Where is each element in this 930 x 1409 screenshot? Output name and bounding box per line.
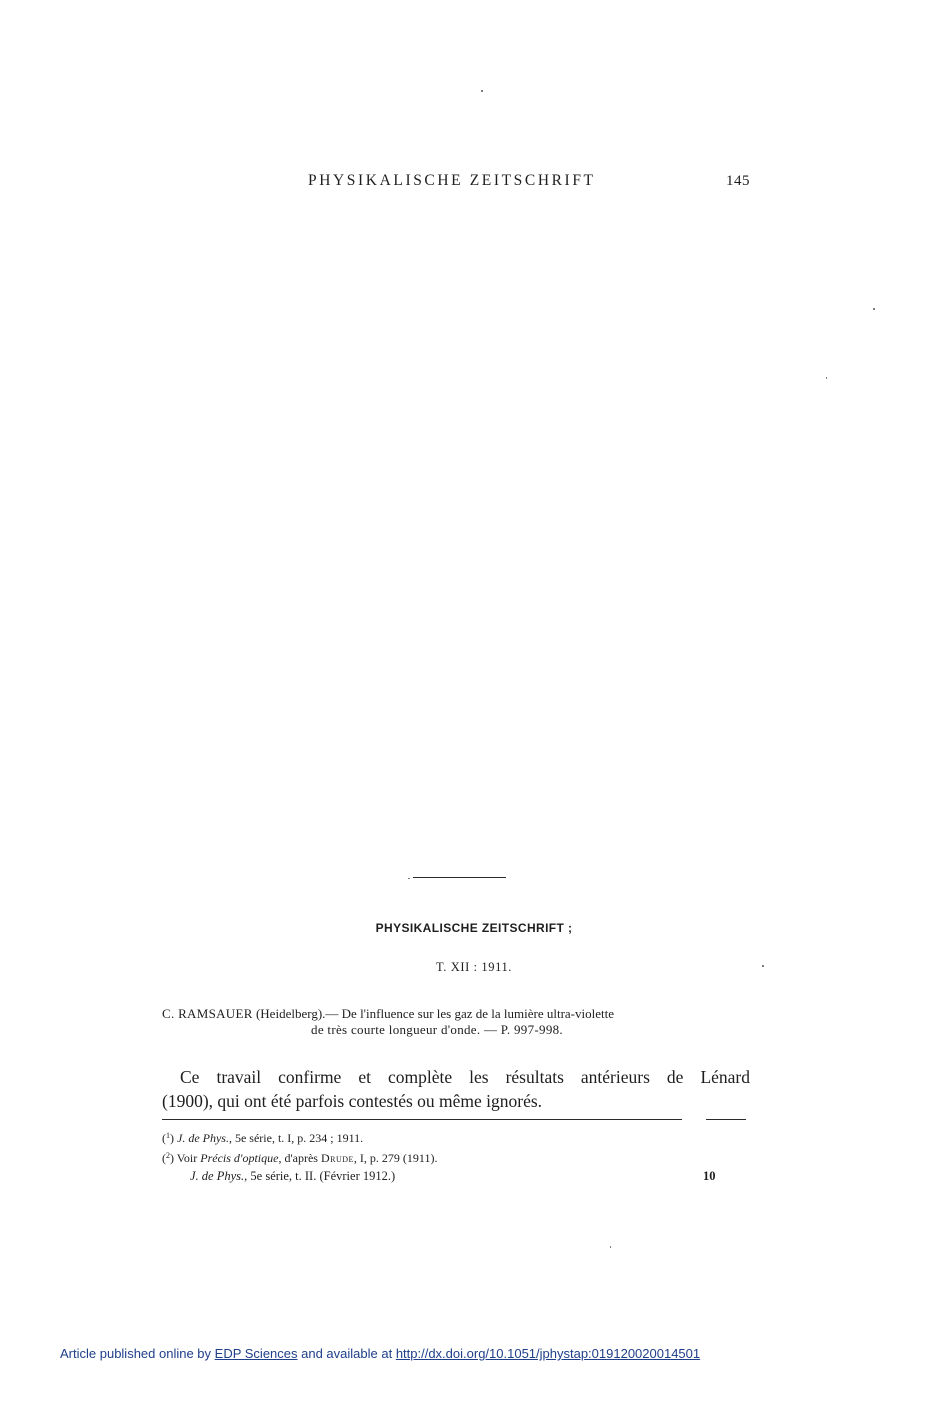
entry-author: C. RAMSAUER	[162, 1006, 253, 1021]
footnote-rule	[162, 1119, 682, 1120]
volume-line: T. XII : 1911.	[435, 960, 513, 974]
body-line-2: (1900), qui ont été parfois contestés ou même ignorés.	[162, 1091, 543, 1111]
signature-details: , 5e série, t. II. (Février 1912.)	[244, 1169, 396, 1183]
doi-link[interactable]: http://dx.doi.org/10.1051/jphystap:019120020014501	[395, 1346, 701, 1361]
footnotes	[162, 1127, 742, 1167]
running-head	[0, 172, 930, 194]
abstract-entry-header	[162, 1006, 752, 1038]
signature-sheet-number: 10	[703, 1169, 716, 1183]
section-separator-rule	[413, 877, 506, 878]
scan-speck	[826, 377, 827, 379]
footnote-1: ($^1$) J. de Phys., 5e série, t. I, p. 234 ; 1911.	[162, 1131, 364, 1145]
footer-middle: and available at	[297, 1346, 396, 1361]
footnote-2-mid: , d'après	[278, 1151, 321, 1165]
footnote-1-number: 1	[166, 1131, 170, 1140]
scan-speck	[481, 90, 483, 92]
abstract-body	[162, 1065, 750, 1113]
signature-journal: J. de Phys.	[190, 1169, 245, 1183]
entry-title-line-2: de très courte longueur d'onde. — P. 997-998.	[311, 1022, 563, 1037]
footnote-2-prefix: Voir	[176, 1151, 201, 1165]
entry-affiliation: (Heidelberg).	[255, 1006, 326, 1021]
footnote-1-journal: J. de Phys.	[177, 1131, 229, 1145]
body-line-1: Ce travail confirme et complète les résultats antérieurs de Lénard	[180, 1067, 750, 1087]
footnote-rule-segment	[706, 1119, 746, 1120]
entry-title-part-1: — De l'influence sur les gaz de la lumière ultra-violette	[325, 1006, 614, 1021]
publisher-footer	[60, 1346, 700, 1361]
footnote-2: ($^2$) Voir Précis d'optique, d'après Drude, I, p. 279 (1911).	[162, 1151, 438, 1165]
section-heading: PHYSIKALISCHE ZEITSCHRIFT ;	[375, 921, 573, 935]
footnote-2-author: Drude	[320, 1151, 354, 1165]
journal-running-title: PHYSIKALISCHE ZEITSCHRIFT	[308, 172, 596, 189]
scan-speck	[408, 878, 410, 879]
publisher-link[interactable]: EDP Sciences	[214, 1346, 298, 1361]
footnote-2-book: Précis d'optique	[200, 1151, 279, 1165]
footnote-1-text: , 5e série, t. I, p. 234 ; 1911.	[228, 1131, 364, 1145]
footnote-2-number: 2	[166, 1151, 170, 1160]
scan-speck	[873, 308, 875, 310]
page-number: 145	[726, 173, 750, 189]
scan-speck	[610, 1246, 611, 1248]
footer-prefix: Article published online by	[60, 1346, 215, 1361]
footnote-2-text: , I, p. 279 (1911).	[353, 1151, 438, 1165]
entry-title-line-1	[162, 1006, 752, 1022]
signature-line	[190, 1169, 720, 1184]
